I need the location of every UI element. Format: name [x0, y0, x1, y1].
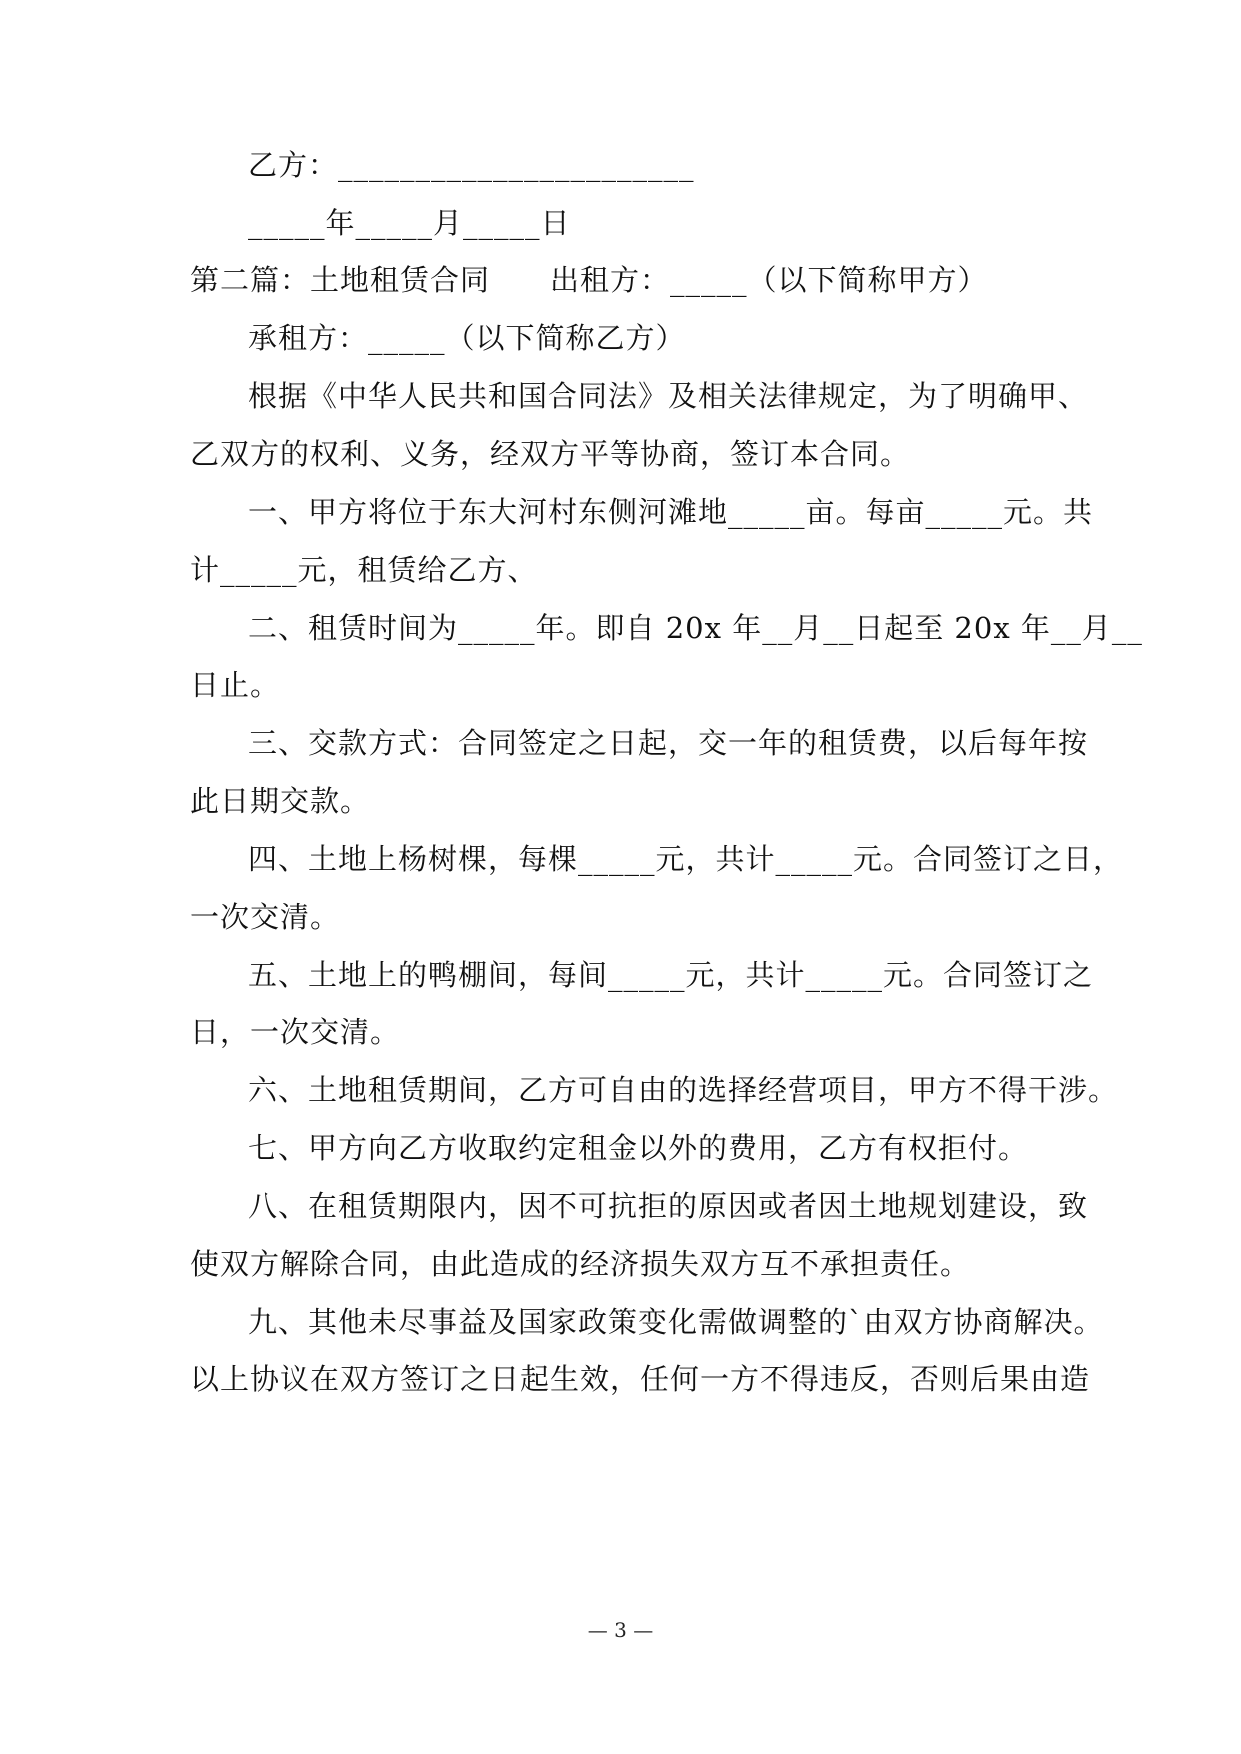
section-title-line: 第二篇：土地租赁合同 出租方：_____（以下简称甲方） [190, 263, 988, 297]
clause-1-line-1: 一、甲方将位于东大河村东侧河滩地_____亩。每亩_____元。共 [248, 495, 1094, 529]
clause-9-line-2: 以上协议在双方签订之日起生效，任何一方不得违反，否则后果由造 [190, 1362, 1091, 1396]
clause-5-line-1: 五、土地上的鸭棚间，每间_____元，共计_____元。合同签订之 [248, 958, 1094, 992]
clause-3-line-1: 三、交款方式：合同签定之日起，交一年的租赁费，以后每年按 [248, 726, 1089, 760]
preamble-line-2: 乙双方的权利、义务，经双方平等协商，签订本合同。 [190, 437, 911, 471]
clause-4-line-2: 一次交清。 [190, 900, 341, 934]
page-number: — 3 — [587, 1618, 654, 1642]
date-line: _____年_____月_____日 [248, 206, 571, 240]
clause-4-line-1: 四、土地上杨树棵，每棵_____元，共计_____元。合同签订之日， [248, 842, 1124, 876]
clause-6-line: 六、土地租赁期间，乙方可自由的选择经营项目，甲方不得干涉。 [248, 1073, 1119, 1107]
clause-5-line-2: 日，一次交清。 [190, 1015, 401, 1049]
clause-7-line: 七、甲方向乙方收取约定租金以外的费用，乙方有权拒付。 [248, 1131, 1029, 1165]
lessee-line: 承租方：_____（以下简称乙方） [248, 321, 686, 355]
clause-2-line-1: 二、租赁时间为_____年。即自 20x 年__月__日起至 20x 年__月__ [248, 611, 1143, 645]
preamble-line-1: 根据《中华人民共和国合同法》及相关法律规定，为了明确甲、 [248, 379, 1089, 413]
party-b-signature-line: 乙方：_______________________ [248, 148, 695, 182]
clause-9-line-1: 九、其他未尽事益及国家政策变化需做调整的`由双方协商解决。 [248, 1305, 1104, 1339]
clause-3-line-2: 此日期交款。 [190, 784, 371, 818]
clause-8-line-2: 使双方解除合同，由此造成的经济损失双方互不承担责任。 [190, 1247, 971, 1281]
clause-1-line-2: 计_____元，租赁给乙方、 [190, 553, 538, 587]
clause-8-line-1: 八、在租赁期限内，因不可抗拒的原因或者因土地规划建设，致 [248, 1189, 1089, 1223]
clause-2-line-2: 日止。 [190, 668, 281, 702]
